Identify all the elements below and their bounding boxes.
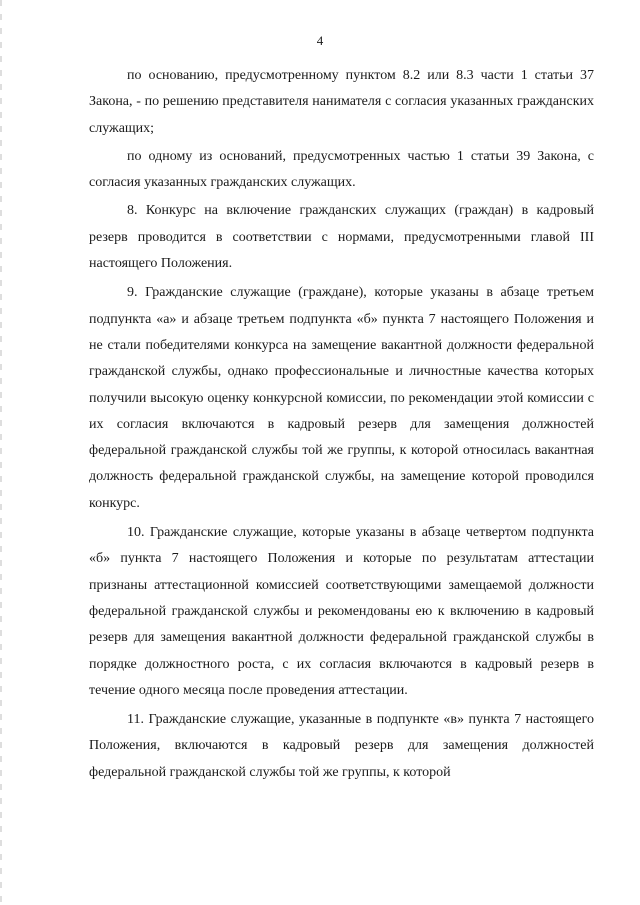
- scan-edge-marks: [0, 0, 2, 905]
- paragraph-basis-8-2: по основанию, предусмотренному пунктом 8.2 или 8.3 части 1 статьи 37 Закона, - по решению представителя нанимателя с согласия указанных гражданских служащих;: [89, 68, 594, 136]
- paragraph-item-10: 10. Гражданские служащие, которые указаны в абзаце четвертом подпункта «б» пункта 7 настоящего Положения и которые по результатам аттестации признаны аттестационной комиссией соответствующими замещаемой должности федеральной гражданской службы и рекомендованы ею к включению в кадровый резерв для замещения вакантной должности федеральной гражданской службы в порядке должностного роста, с их согласия включаются в кадровый резерв в течение одного месяца после проведения аттестации.: [89, 525, 594, 698]
- paragraph-item-11: 11. Гражданские служащие, указанные в подпункте «в» пункта 7 настоящего Положения, включаются в кадровый резерв для замещения должностей федеральной гражданской службы той же группы, к которой: [89, 712, 594, 780]
- page-number: 4: [316, 33, 324, 48]
- document-body: [89, 63, 594, 789]
- paragraph-item-9: 9. Гражданские служащие (граждане), которые указаны в абзаце третьем подпункта «а» и абзаце третьем подпункта «б» пункта 7 настоящего Положения и не стали победителями конкурса на замещение вакантной должности федеральной гражданской службы, однако профессиональные и личностные качества которых получили высокую оценку конкурсной комиссии, по рекомендации этой комиссии с их согласия включаются в кадровый резерв для замещения должностей федеральной гражданской службы той же группы, к которой относилась вакантная должность федеральной гражданской службы, на замещение которой проводился конкурс.: [89, 285, 594, 511]
- paragraph-item-8: 8. Конкурс на включение гражданских служащих (граждан) в кадровый резерв проводится в соответствии с нормами, предусмотренными главой III настоящего Положения.: [89, 203, 594, 272]
- paragraph-basis-39: по одному из оснований, предусмотренных частью 1 статьи 39 Закона, с согласия указанных гражданских служащих.: [89, 148, 594, 191]
